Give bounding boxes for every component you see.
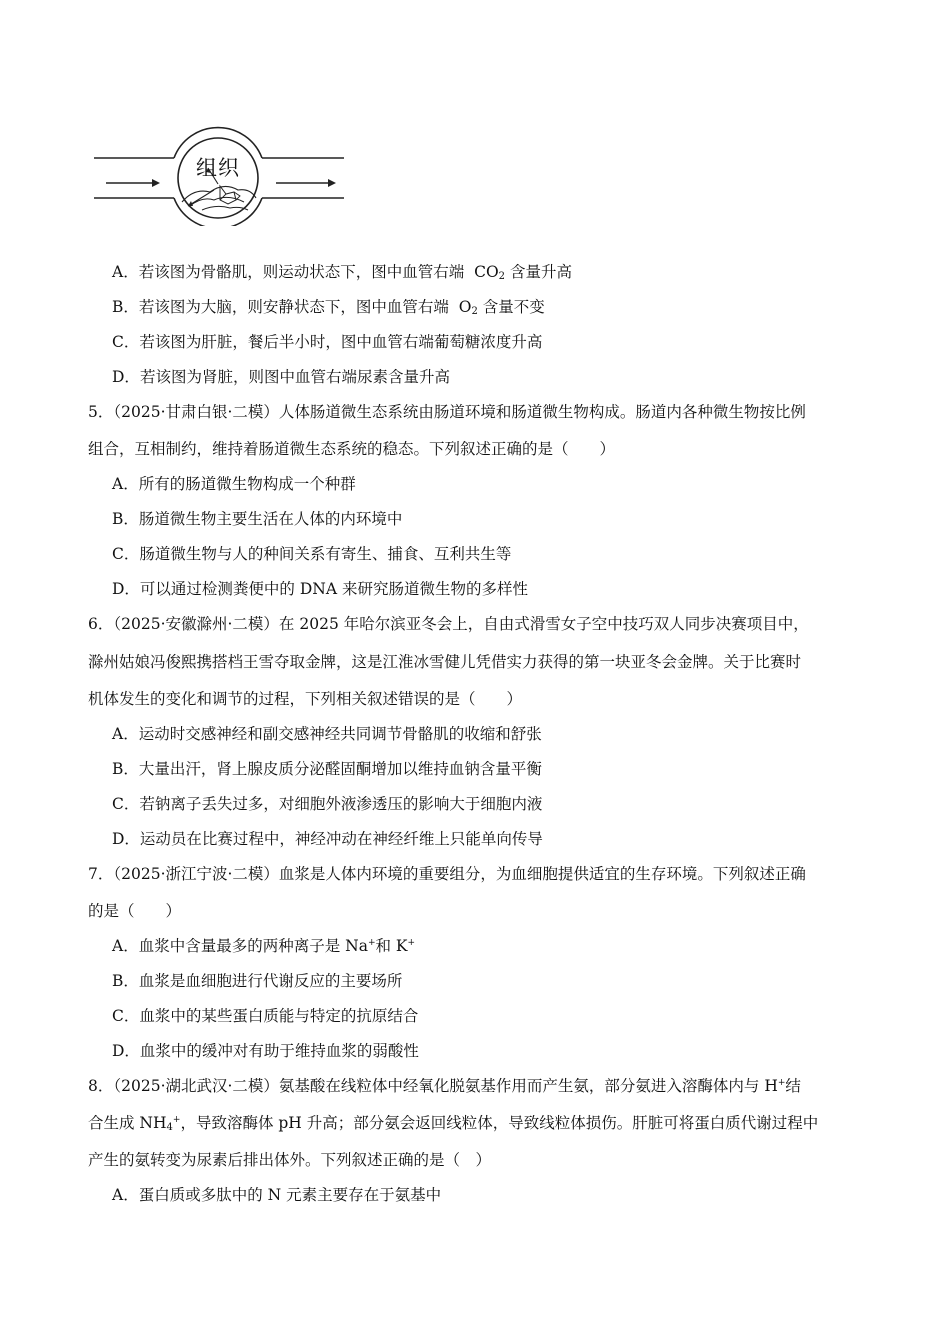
tissue-vessel-diagram <box>90 122 350 226</box>
q4-option-a: A．若该图为骨骼肌，则运动状态下，图中血管右端 $CO_2$ 含量升高 <box>112 263 572 282</box>
q6-option-a: A．运动时交感神经和副交感神经共同调节骨骼肌的收缩和舒张 <box>112 725 542 743</box>
q6-option-d: D．运动员在比赛过程中，神经冲动在神经纤维上只能单向传导 <box>112 830 543 848</box>
q7-option-d: D．血浆中的缓冲对有助于维持血浆的弱酸性 <box>112 1042 419 1060</box>
q5-option-b: B．肠道微生物主要生活在人体的内环境中 <box>112 510 403 528</box>
q7-option-c: C．血浆中的某些蛋白质能与特定的抗原结合 <box>112 1007 419 1025</box>
q7-stem-line-1: 7．（2025·浙江宁波·二模）血浆是人体内环境的重要组分，为血细胞提供适宜的生存环境。下列叙述正确 <box>88 865 806 883</box>
q7-stem-line-2: 的是（ ） <box>88 902 182 920</box>
q5-option-d: D．可以通过检测粪便中的 DNA 来研究肠道微生物的多样性 <box>112 580 528 598</box>
diagram-label: 组织 <box>196 156 240 180</box>
q6-option-b: B．大量出汗，肾上腺皮质分泌醛固酮增加以维持血钠含量平衡 <box>112 760 542 778</box>
q4-option-d: D．若该图为肾脏，则图中血管右端尿素含量升高 <box>112 368 450 386</box>
q7-option-a: A．血浆中含量最多的两种离子是 Na+和 K+ <box>112 937 416 955</box>
q8-stem-line-3: 产生的氨转变为尿素后排出体外。下列叙述正确的是（ ） <box>88 1151 492 1169</box>
q6-stem-line-2: 滁州姑娘冯俊熙携搭档王雪夺取金牌，这是江淮冰雪健儿凭借实力获得的第一块亚冬会金牌。关于比赛时 <box>88 653 802 671</box>
q8-stem-line-2: 合生成 $NH_4^+$，导致溶酶体 pH 升高；部分氨会返回线粒体，导致线粒体损伤。肝脏可将蛋白质代谢过程中 <box>88 1114 819 1133</box>
q6-stem-line-3: 机体发生的变化和调节的过程，下列相关叙述错误的是（ ） <box>88 690 523 708</box>
q8-option-a: A．蛋白质或多肽中的 N 元素主要存在于氨基中 <box>112 1186 442 1204</box>
q6-option-c: C．若钠离子丢失过多，对细胞外液渗透压的影响大于细胞内液 <box>112 795 543 813</box>
q4-option-b: B．若该图为大脑，则安静状态下，图中血管右端 $O_2$ 含量不变 <box>112 298 545 317</box>
q8-stem-line-1: 8．（2025·湖北武汉·二模）氨基酸在线粒体中经氧化脱氨基作用而产生氨，部分氨进入溶酶体内与 H+结 <box>88 1077 801 1095</box>
q5-stem-line-2: 组合，互相制约，维持着肠道微生态系统的稳态。下列叙述正确的是（ ） <box>88 440 616 458</box>
q5-stem-line-1: 5．（2025·甘肃白银·二模）人体肠道微生态系统由肠道环境和肠道微生物构成。肠道内各种微生物按比例 <box>88 403 806 421</box>
q5-option-a: A．所有的肠道微生物构成一个种群 <box>112 475 356 493</box>
q4-option-c: C．若该图为肝脏，餐后半小时，图中血管右端葡萄糖浓度升高 <box>112 333 543 351</box>
q5-option-c: C．肠道微生物与人的种间关系有寄生、捕食、互利共生等 <box>112 545 512 563</box>
q7-option-b: B．血浆是血细胞进行代谢反应的主要场所 <box>112 972 403 990</box>
q6-stem-line-1: 6．（2025·安徽滁州·二模）在 2025 年哈尔滨亚冬会上，自由式滑雪女子空中技巧双人同步决赛项目中， <box>88 615 809 633</box>
